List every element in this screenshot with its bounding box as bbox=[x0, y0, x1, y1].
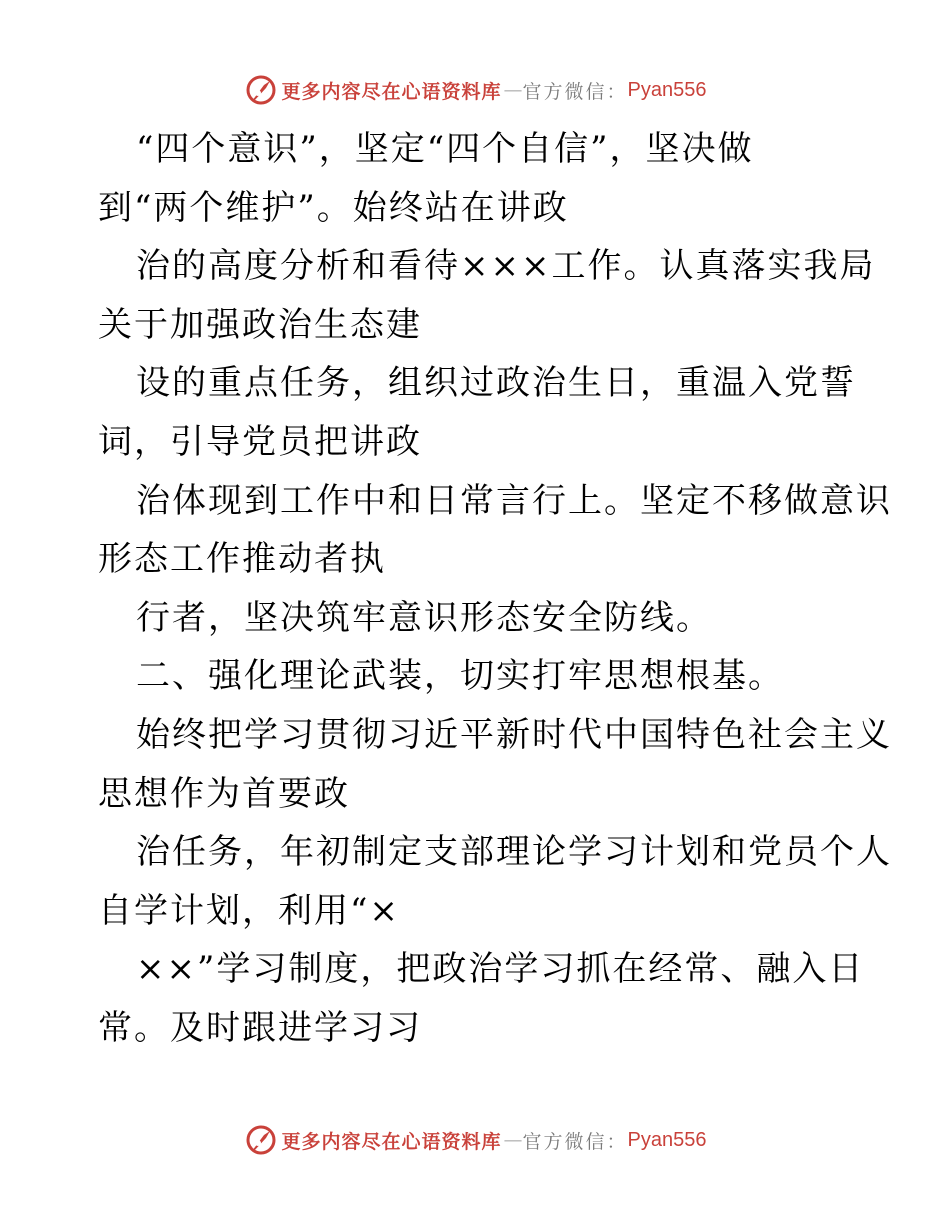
watermark-brand: 更多内容尽在心语资料库 bbox=[281, 80, 502, 103]
text-line: 治任务，年初制定支部理论学习计划和党员个人 bbox=[136, 832, 892, 873]
watermark-banner-bottom bbox=[0, 1120, 950, 1160]
watermark-wechat-label: 官方微信： bbox=[522, 80, 628, 103]
watermark-banner-top bbox=[0, 70, 950, 110]
watermark-brand: 更多内容尽在心语资料库 bbox=[281, 1130, 502, 1153]
text-line: 设的重点任务，组织过政治生日，重温入党誓 bbox=[136, 363, 856, 404]
body-text bbox=[98, 120, 892, 1058]
quill-logo-icon bbox=[244, 1123, 278, 1157]
watermark-dash: — bbox=[503, 79, 521, 101]
text-line: 治的高度分析和看待×××工作。认真落实我局 bbox=[136, 246, 876, 287]
section-heading: 二、强化理论武装，切实打牢思想根基。 bbox=[136, 656, 784, 697]
text-line: 关于加强政治生态建 bbox=[98, 304, 422, 345]
text-line: 思想作为首要政 bbox=[98, 773, 350, 814]
text-line: 到“两个维护”。始终站在讲政 bbox=[98, 187, 569, 228]
watermark-wechat-id: Pyan556 bbox=[627, 78, 707, 101]
text-line: 自学计划，利用“× bbox=[98, 890, 400, 931]
text-line: “四个意识”，坚定“四个自信”，坚决做 bbox=[136, 129, 754, 169]
text-line: ××”学习制度，把政治学习抓在经常、融入日 bbox=[136, 949, 865, 990]
text-line: 词，引导党员把讲政 bbox=[98, 421, 422, 462]
text-line: 形态工作推动者执 bbox=[98, 539, 386, 580]
watermark-dash: — bbox=[503, 1129, 521, 1151]
text-line: 常。及时跟进学习习 bbox=[98, 1007, 422, 1048]
text-line: 治体现到工作中和日常言行上。坚定不移做意识 bbox=[136, 480, 892, 521]
text-line: 始终把学习贯彻习近平新时代中国特色社会主义 bbox=[136, 714, 892, 755]
watermark-wechat-id: Pyan556 bbox=[627, 1128, 707, 1151]
watermark-wechat-label: 官方微信： bbox=[522, 1130, 628, 1153]
quill-logo-icon bbox=[244, 73, 278, 107]
text-line: 行者，坚决筑牢意识形态安全防线。 bbox=[136, 597, 712, 638]
